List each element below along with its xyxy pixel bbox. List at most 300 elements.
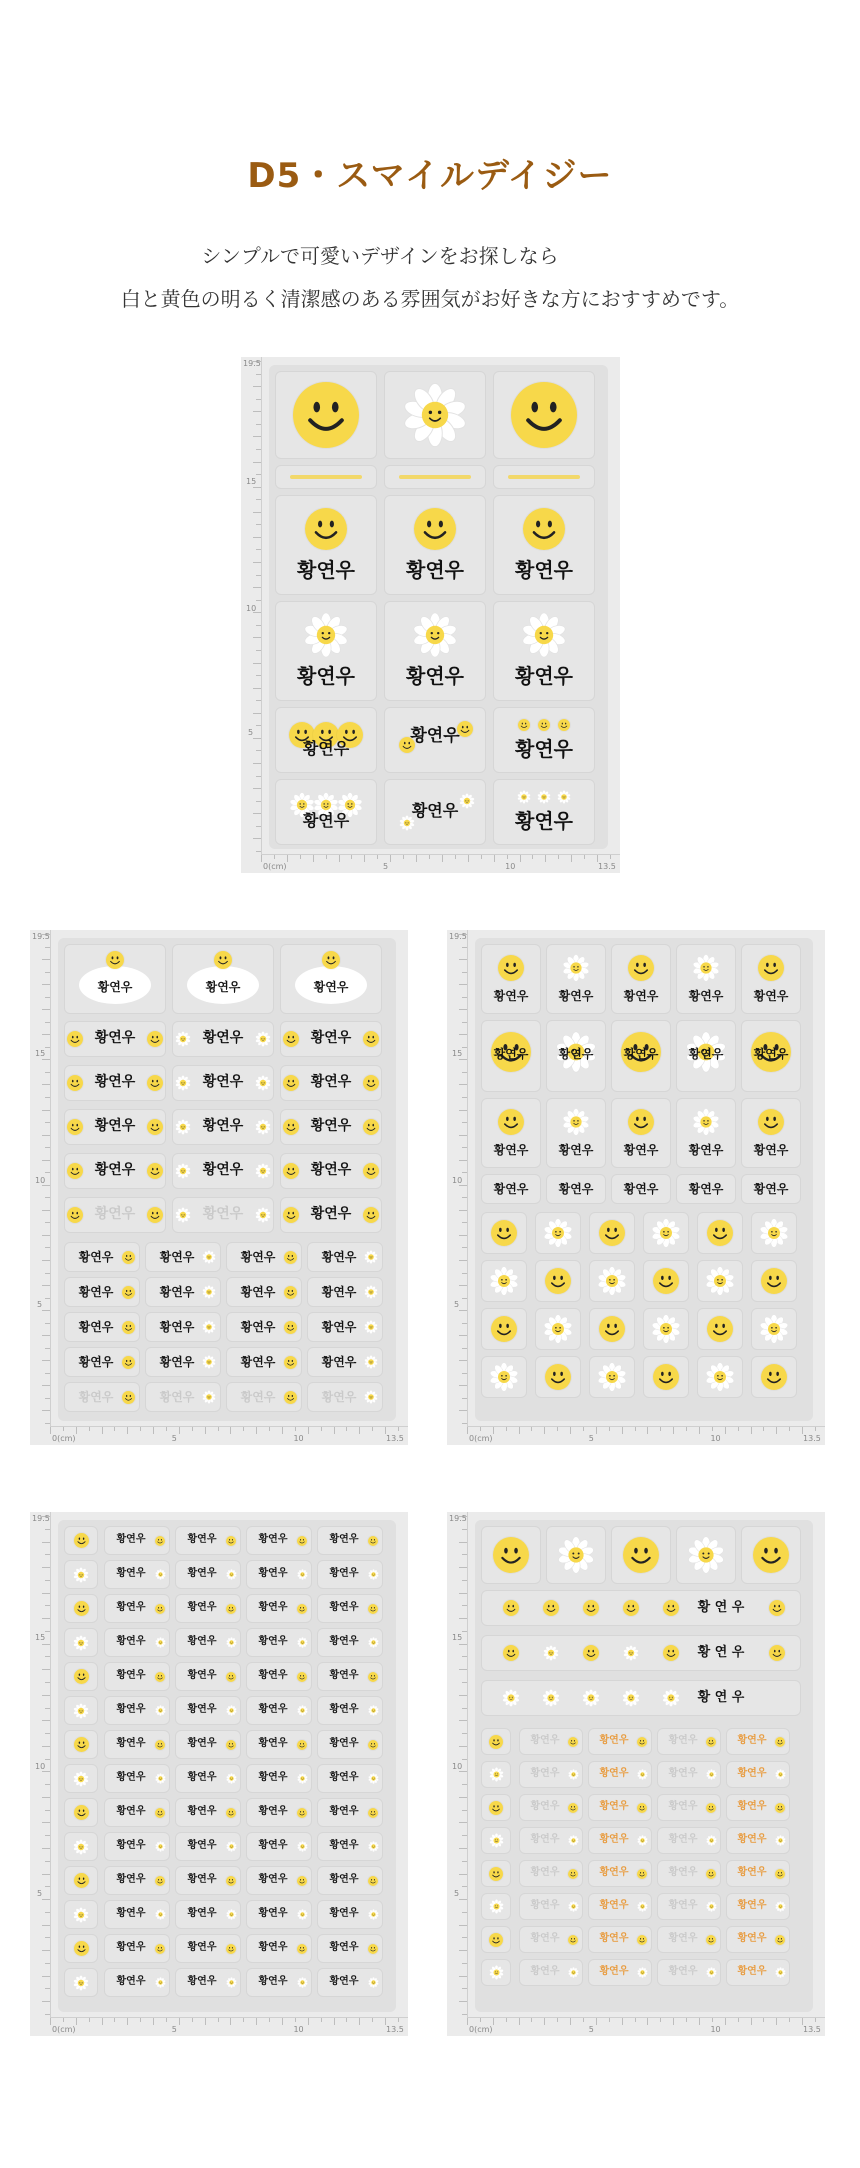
description-line-2: 白と黄色の明るく清潔感のある雰囲気がお好きな方におすすめです。	[120, 287, 740, 311]
sticker-name: 황연우	[116, 1942, 146, 1954]
sticker-name: 황연우	[205, 979, 241, 994]
sticker-name: 황연우	[258, 1840, 288, 1852]
sticker-name: 황연우	[599, 1834, 629, 1846]
sticker-name: 황연우	[515, 557, 573, 582]
ruler-tick	[462, 1273, 467, 1274]
ruler-tick	[364, 855, 365, 862]
ruler-label: 10	[452, 1762, 463, 1772]
smiley-icon	[491, 1220, 517, 1246]
ruler-tick	[738, 1427, 739, 1431]
daisy-icon	[705, 1266, 735, 1296]
sticker-name: 황연우	[530, 1867, 560, 1879]
sticker-name: 황연우	[94, 1206, 136, 1223]
ruler-tick	[274, 855, 275, 859]
ruler-tick	[462, 1097, 467, 1098]
sticker-name: 황연우	[116, 1738, 146, 1750]
sticker-name: 황연우	[258, 1976, 288, 1988]
sticker-name: 황연우	[116, 1636, 146, 1648]
sticker-name: 황연우	[78, 1249, 114, 1264]
ruler-tick	[45, 1554, 50, 1555]
ruler-label: 19.5	[243, 359, 261, 368]
ruler-tick	[462, 1197, 467, 1198]
ruler-tick	[462, 1708, 467, 1709]
ruler-tick	[256, 600, 261, 601]
smiley-icon	[498, 1109, 524, 1135]
ruler-tick	[42, 1593, 50, 1594]
daisy-icon	[521, 612, 567, 658]
ruler-tick	[166, 2018, 167, 2022]
ruler-tick	[42, 1385, 50, 1386]
sticker-name: 황연우	[97, 979, 133, 994]
ruler-tick	[462, 1733, 467, 1734]
sticker-name: 황연우	[668, 1900, 698, 1912]
ruler-tick	[459, 1695, 467, 1696]
ruler-tick	[321, 1427, 322, 1431]
sticker-name: 황연우	[688, 1046, 724, 1061]
sticker-name: 황연우	[240, 1319, 276, 1334]
smiley-icon	[761, 1364, 787, 1390]
ruler-tick	[462, 1022, 467, 1023]
sticker-name: 황연우	[530, 1801, 560, 1813]
ruler-tick	[372, 2018, 373, 2022]
ruler-tick	[253, 411, 261, 412]
daisy-icon	[562, 1108, 590, 1136]
ruler-tick	[230, 2018, 231, 2025]
ruler-label: 10	[505, 862, 516, 871]
smiley-icon	[498, 955, 524, 981]
ruler-tick	[42, 1160, 50, 1161]
ruler-tick	[192, 2018, 193, 2022]
sticker-name: 황연우	[310, 1074, 352, 1091]
sticker-name: 황연우	[668, 1867, 698, 1879]
sticker-name: 황연우	[329, 1636, 359, 1648]
ruler-tick	[398, 1427, 399, 1431]
ruler-tick	[507, 855, 508, 859]
ruler-label: 15	[452, 1633, 463, 1643]
ruler-tick	[462, 1122, 467, 1123]
ruler-tick	[459, 959, 467, 960]
sticker-name: 황연우	[321, 1249, 357, 1264]
sticker-name: 황 연 우	[697, 1644, 745, 1660]
ruler-tick	[459, 1260, 467, 1261]
sticker-name: 황연우	[329, 1976, 359, 1988]
ruler-tick	[45, 1072, 50, 1073]
sticker-name: 황연우	[240, 1354, 276, 1369]
sticker-name: 황연우	[94, 1162, 136, 1179]
ruler-tick	[699, 2018, 700, 2025]
ruler-tick	[459, 1410, 467, 1411]
ruler-tick	[243, 1427, 244, 1431]
ruler-tick	[802, 2018, 803, 2025]
ruler-tick	[256, 700, 261, 701]
smiley-icon	[503, 1600, 519, 1616]
smiley-icon	[758, 955, 784, 981]
sticker-name: 황연우	[753, 1046, 789, 1061]
ruler-tick	[398, 2018, 399, 2022]
ruler-tick	[45, 1247, 50, 1248]
ruler-tick	[102, 2018, 103, 2025]
sticker-name: 황연우	[406, 663, 464, 688]
deco-line	[290, 475, 362, 479]
daisy-icon	[537, 790, 551, 804]
sticker-name: 황연우	[187, 1874, 217, 1886]
ruler-tick	[253, 512, 261, 513]
ruler-tick	[462, 1247, 467, 1248]
ruler-tick	[153, 1427, 154, 1434]
horizontal-ruler	[50, 1426, 408, 1445]
ruler-tick	[313, 855, 314, 862]
ruler-label: 19.5	[449, 932, 467, 941]
sticker-name: 황연우	[411, 801, 459, 821]
sticker-name: 황연우	[668, 1834, 698, 1846]
ruler-tick	[462, 1323, 467, 1324]
sticker-name: 황연우	[187, 1568, 217, 1580]
ruler-tick	[459, 1360, 467, 1361]
sticker-name: 황연우	[493, 1181, 529, 1196]
ruler-tick	[416, 855, 417, 862]
ruler-tick	[253, 713, 261, 714]
ruler-tick	[253, 637, 261, 638]
ruler-tick	[459, 2001, 467, 2002]
sticker-name: 황연우	[623, 1181, 659, 1196]
ruler-tick	[571, 855, 572, 862]
daisy-icon	[489, 1362, 519, 1392]
ruler-label: 0(cm)	[263, 862, 287, 871]
ruler-tick	[462, 2014, 467, 2015]
ruler-tick	[459, 1385, 467, 1386]
smiley-icon	[761, 1268, 787, 1294]
smiley-icon	[305, 508, 347, 550]
ruler-tick	[558, 855, 559, 859]
smiley-icon	[653, 1268, 679, 1294]
smiley-icon	[543, 1600, 559, 1616]
ruler-tick	[557, 1427, 558, 1431]
ruler-tick	[253, 788, 261, 789]
sticker-name: 황연우	[753, 1181, 789, 1196]
ruler-tick	[256, 1427, 257, 1434]
ruler-tick	[390, 855, 391, 862]
sticker-name: 황연우	[329, 1738, 359, 1750]
sticker-name: 황연우	[159, 1389, 195, 1404]
ruler-tick	[462, 1529, 467, 1530]
sticker-sheet-1	[241, 357, 620, 873]
sticker-name: 황연우	[599, 1867, 629, 1879]
ruler-tick	[45, 1197, 50, 1198]
ruler-tick	[462, 1072, 467, 1073]
ruler-tick	[583, 1427, 584, 1431]
ruler-tick	[89, 1427, 90, 1431]
horizontal-ruler	[467, 2017, 825, 2036]
sticker-name: 황연우	[753, 1142, 789, 1157]
ruler-tick	[218, 1427, 219, 1431]
ruler-tick	[494, 855, 495, 862]
sticker-name: 황연우	[297, 663, 355, 688]
sticker-name: 황연우	[258, 1602, 288, 1614]
daisy-icon	[582, 1689, 600, 1707]
sticker-name: 황연우	[187, 1738, 217, 1750]
sticker-name: 황연우	[202, 1074, 244, 1091]
ruler-label: 10	[35, 1762, 46, 1772]
deco-line	[399, 475, 471, 479]
ruler-tick	[42, 1310, 50, 1311]
sticker-name: 황연우	[493, 988, 529, 1003]
ruler-tick	[45, 1835, 50, 1836]
daisy-icon	[562, 954, 590, 982]
sticker-name: 황연우	[116, 1976, 146, 1988]
ruler-label: 5	[454, 1300, 460, 1310]
ruler-tick	[205, 1427, 206, 1434]
smiley-icon	[623, 1537, 659, 1573]
smiley-icon	[491, 1316, 517, 1342]
ruler-tick	[635, 1427, 636, 1431]
ruler-tick	[42, 1618, 50, 1619]
smiley-icon	[493, 1537, 529, 1573]
sticker-name: 황연우	[668, 1768, 698, 1780]
sticker-sheet-4	[30, 1512, 408, 2036]
ruler-tick	[114, 2018, 115, 2022]
sticker-name: 황연우	[321, 1319, 357, 1334]
sticker-name: 황연우	[94, 1118, 136, 1135]
ruler-label: 0(cm)	[469, 1434, 493, 1443]
smiley-icon	[583, 1645, 599, 1661]
sticker-name: 황연우	[688, 1181, 724, 1196]
ruler-tick	[42, 1335, 50, 1336]
sticker-name: 황연우	[159, 1284, 195, 1299]
ruler-tick	[467, 2018, 468, 2025]
ruler-tick	[459, 1110, 467, 1111]
sticker-name: 황연우	[258, 1942, 288, 1954]
ruler-tick	[253, 587, 261, 588]
ruler-label: 13.5	[598, 862, 616, 871]
ruler-tick	[45, 1022, 50, 1023]
ruler-tick	[459, 1848, 467, 1849]
ruler-tick	[462, 1398, 467, 1399]
ruler-label: 10	[293, 2025, 304, 2034]
ruler-tick	[42, 1695, 50, 1696]
smiley-icon	[769, 1600, 785, 1616]
smiley-icon	[628, 955, 654, 981]
ruler-tick	[459, 984, 467, 985]
ruler-label: 10	[293, 1434, 304, 1443]
ruler-tick	[256, 851, 261, 852]
ruler-tick	[802, 1427, 803, 1434]
ruler-tick	[459, 1593, 467, 1594]
ruler-tick	[459, 1210, 467, 1211]
sticker-sheet-2	[30, 930, 408, 1445]
ruler-tick	[480, 1427, 481, 1431]
ruler-tick	[45, 1373, 50, 1374]
sticker-name: 황연우	[258, 1806, 288, 1818]
sticker-name: 황연우	[623, 1046, 659, 1061]
ruler-tick	[481, 855, 482, 859]
ruler-tick	[339, 855, 340, 862]
smiley-icon	[511, 382, 577, 448]
ruler-tick	[50, 1427, 51, 1434]
ruler-tick	[531, 2018, 532, 2022]
ruler-tick	[459, 1009, 467, 1010]
ruler-tick	[686, 2018, 687, 2022]
ruler-label: 5	[383, 862, 389, 871]
sticker-name: 황연우	[737, 1735, 767, 1747]
ruler-tick	[127, 1427, 128, 1434]
smiley-icon	[106, 951, 124, 969]
sticker-name: 황연우	[187, 1534, 217, 1546]
ruler-tick	[192, 1427, 193, 1431]
ruler-tick	[776, 2018, 777, 2025]
smiley-icon	[414, 508, 456, 550]
ruler-tick	[42, 1797, 50, 1798]
ruler-tick	[42, 1110, 50, 1111]
ruler-tick	[385, 2018, 386, 2025]
ruler-tick	[462, 1886, 467, 1887]
ruler-tick	[622, 2018, 623, 2025]
ruler-tick	[256, 625, 261, 626]
daisy-icon	[303, 612, 349, 658]
ruler-tick	[544, 2018, 545, 2025]
sticker-name: 황연우	[321, 1284, 357, 1299]
sticker-name: 황연우	[410, 726, 460, 747]
sticker-name: 황연우	[187, 1942, 217, 1954]
sticker-name: 황연우	[187, 1602, 217, 1614]
ruler-tick	[673, 2018, 674, 2025]
sticker-name: 황연우	[753, 988, 789, 1003]
ruler-tick	[45, 1937, 50, 1938]
ruler-tick	[63, 2018, 64, 2022]
sticker-name: 황연우	[187, 1772, 217, 1784]
ruler-tick	[442, 855, 443, 862]
ruler-label: 15	[452, 1049, 463, 1059]
ruler-tick	[308, 1427, 309, 1434]
sticker-name: 황연우	[737, 1867, 767, 1879]
sticker-name: 황연우	[310, 1118, 352, 1135]
sticker-name: 황연우	[530, 1834, 560, 1846]
sticker-name: 황연우	[406, 557, 464, 582]
ruler-tick	[253, 436, 261, 437]
sticker-name: 황연우	[116, 1908, 146, 1920]
ruler-tick	[763, 2018, 764, 2022]
ruler-label: 15	[35, 1633, 46, 1643]
ruler-tick	[462, 1373, 467, 1374]
ruler-tick	[346, 1427, 347, 1431]
ruler-tick	[467, 1427, 468, 1434]
ruler-label: 19.5	[449, 1514, 467, 1523]
daisy-icon	[502, 1689, 520, 1707]
smiley-icon	[628, 1109, 654, 1135]
ruler-tick	[253, 386, 261, 387]
sticker-name: 황연우	[302, 739, 350, 759]
sticker-name: 황연우	[159, 1354, 195, 1369]
sticker-name: 황연우	[737, 1933, 767, 1945]
sticker-name: 황연우	[240, 1249, 276, 1264]
ruler-label: 13.5	[386, 1434, 404, 1443]
ruler-tick	[253, 763, 261, 764]
sticker-name: 황연우	[321, 1389, 357, 1404]
sticker-name: 황연우	[623, 1142, 659, 1157]
ruler-tick	[269, 2018, 270, 2022]
smiley-icon	[769, 1645, 785, 1661]
sticker-name: 황연우	[116, 1670, 146, 1682]
sticker-name: 황연우	[329, 1874, 359, 1886]
ruler-tick	[462, 1554, 467, 1555]
daisy-icon	[692, 954, 720, 982]
smiley-icon	[545, 1268, 571, 1294]
sticker-name: 황연우	[258, 1568, 288, 1580]
ruler-tick	[462, 1423, 467, 1424]
ruler-tick	[45, 1963, 50, 1964]
ruler-tick	[789, 1427, 790, 1431]
ruler-tick	[326, 855, 327, 859]
sticker-name: 황연우	[668, 1966, 698, 1978]
daisy-icon	[489, 1266, 519, 1296]
ruler-tick	[462, 1631, 467, 1632]
ruler-tick	[647, 2018, 648, 2025]
ruler-tick	[596, 2018, 597, 2025]
ruler-tick	[346, 2018, 347, 2022]
ruler-tick	[459, 1720, 467, 1721]
ruler-tick	[76, 1427, 77, 1434]
ruler-tick	[50, 2018, 51, 2025]
ruler-tick	[609, 1427, 610, 1431]
ruler-tick	[459, 1235, 467, 1236]
sticker-name: 황연우	[78, 1389, 114, 1404]
sticker-name: 황연우	[599, 1768, 629, 1780]
sticker-name: 황연우	[530, 1735, 560, 1747]
sheet-area	[269, 365, 608, 849]
ruler-tick	[462, 972, 467, 973]
sticker-name: 황연우	[493, 1046, 529, 1061]
sticker-name: 황연우	[558, 1142, 594, 1157]
ruler-tick	[763, 1427, 764, 1431]
page-title: D5・スマイルデイジー	[247, 156, 613, 196]
ruler-tick	[321, 2018, 322, 2022]
ruler-label: 10	[710, 2025, 721, 2034]
sticker-name: 황연우	[240, 1389, 276, 1404]
ruler-tick	[462, 947, 467, 948]
sticker-name: 황연우	[668, 1933, 698, 1945]
ruler-tick	[256, 650, 261, 651]
ruler-tick	[42, 1899, 50, 1900]
ruler-tick	[459, 1135, 467, 1136]
ruler-tick	[45, 1529, 50, 1530]
smiley-icon	[707, 1316, 733, 1342]
ruler-tick	[459, 1285, 467, 1286]
sticker-name: 황연우	[159, 1319, 195, 1334]
sheet-area	[58, 1520, 396, 2012]
ruler-tick	[686, 1427, 687, 1431]
sticker-name: 황연우	[116, 1806, 146, 1818]
sticker-name: 황연우	[737, 1900, 767, 1912]
daisy-icon	[687, 1536, 725, 1574]
sticker-name: 황연우	[202, 1206, 244, 1223]
ruler-tick	[261, 855, 262, 862]
ruler-tick	[334, 1427, 335, 1434]
sticker-name: 황연우	[159, 1249, 195, 1264]
ruler-tick	[253, 487, 261, 488]
ruler-tick	[179, 1427, 180, 1434]
sticker-name: 황연우	[240, 1284, 276, 1299]
ruler-tick	[506, 2018, 507, 2022]
sticker-name: 황연우	[515, 736, 573, 761]
horizontal-ruler	[261, 854, 620, 873]
sticker-name: 황연우	[94, 1074, 136, 1091]
ruler-label: 5	[37, 1300, 43, 1310]
sticker-name: 황연우	[116, 1534, 146, 1546]
ruler-tick	[287, 855, 288, 862]
smiley-icon	[523, 508, 565, 550]
ruler-tick	[45, 1097, 50, 1098]
ruler-tick	[789, 2018, 790, 2022]
ruler-tick	[462, 1963, 467, 1964]
